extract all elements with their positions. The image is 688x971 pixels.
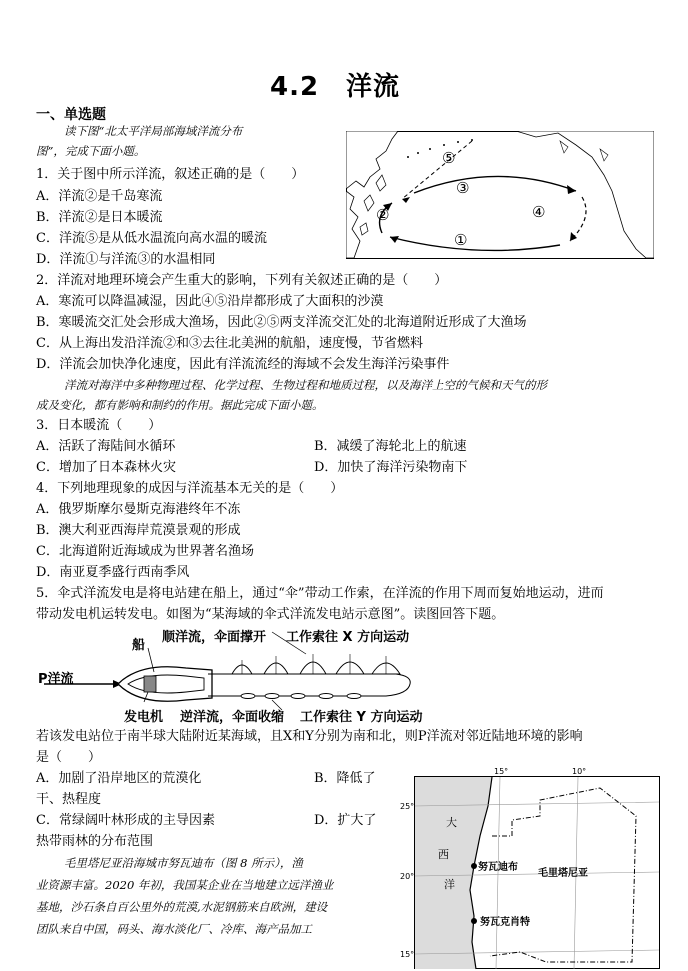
question-stem: 5．伞式洋流发电是将电站建在船上，通过“伞”带动工作索，在洋流的作用下周而复始地运动，进而 <box>36 586 604 601</box>
lon-label: 10° <box>572 767 587 776</box>
diagram-label: 逆洋流，伞面收缩 <box>180 710 285 725</box>
option: A．洋流②是千岛寒流 <box>36 189 163 204</box>
intro-line: 洋流对海洋中多种物理过程、化学过程、生物过程和地质过程，以及海洋上空的气候和天气的形 <box>64 378 547 392</box>
generator-box <box>144 676 156 692</box>
option: 干、热程度 <box>36 792 102 807</box>
current-label: P洋流 <box>38 672 74 687</box>
option: B．降低了 <box>314 771 376 786</box>
diagram-label: 工作索往 X 方向运动 <box>286 630 410 645</box>
current-label-1: ① <box>454 231 468 249</box>
passage-line: 团队来自中国，码头、海水淡化厂、冷库、海产品加工 <box>36 922 312 936</box>
option: D．洋流会加快净化速度，因此有洋流流经的海域不会发生海洋污染事件 <box>36 357 450 372</box>
passage-line: 毛里塔尼亚沿海城市努瓦迪布（图 8 所示），渔 <box>64 856 303 870</box>
north-pacific-current-map <box>346 131 654 259</box>
diagram-label: 顺洋流，伞面撑开 <box>162 630 267 645</box>
current-label-2: ② <box>376 206 390 224</box>
ocean-label: 洋 <box>444 878 455 891</box>
option: A．加剧了沿岸地区的荒漠化 <box>36 771 202 786</box>
diagram-label: 工作索往 Y 方向运动 <box>300 710 423 725</box>
question-stem: 3．日本暖流（ ） <box>36 418 162 433</box>
option: A．俄罗斯摩尔曼斯克海港终年不冻 <box>36 502 241 517</box>
option: C．北海道附近海域成为世界著名渔场 <box>36 544 254 559</box>
option: C．从上海出发沿洋流②和③去往北美洲的航船，速度慢，节省燃料 <box>36 336 423 351</box>
lat-label: 25° <box>400 802 415 811</box>
passage-line: 基地，沙石条自百公里外的荒漠,水泥钢筋来自欧洲，建设 <box>36 900 328 914</box>
lat-label: 15° <box>400 950 415 959</box>
option: 热带雨林的分布范围 <box>36 834 154 849</box>
option: D．洋流①与洋流③的水温相同 <box>36 252 216 267</box>
country-label: 毛里塔尼亚 <box>538 868 588 879</box>
current-label-4: ④ <box>532 203 546 221</box>
intro-line: 读下图“北太平洋局部海域洋流分布 <box>64 124 243 138</box>
option: C．洋流⑤是从低水温流向高水温的暖流 <box>36 231 267 246</box>
passage-line: 业资源丰富。2020 年初，我国某企业在当地建立远洋渔业 <box>36 878 334 892</box>
option: B．减缓了海轮北上的航速 <box>314 439 467 454</box>
question-stem: 4．下列地理现象的成因与洋流基本无关的是（ ） <box>36 481 344 496</box>
lat-label: 20° <box>400 872 415 881</box>
option: A．寒流可以降温减湿，因此④⑤沿岸都形成了大面积的沙漠 <box>36 294 384 309</box>
question-text: 若该发电站位于南半球大陆附近某海域，且X和Y分别为南和北，则P洋流对邻近陆地环境的影响 <box>36 729 583 744</box>
city-label: 努瓦迪布 <box>478 862 518 873</box>
lon-label: 15° <box>494 767 509 776</box>
current-label-5: ⑤ <box>442 149 456 167</box>
option: D．南亚夏季盛行西南季风 <box>36 565 190 580</box>
mauritania-map <box>400 766 662 970</box>
generator-label: 发电机 <box>124 710 164 725</box>
current-label-3: ③ <box>456 179 470 197</box>
option: B．洋流②是日本暖流 <box>36 210 163 225</box>
option: A．活跃了海陆间水循环 <box>36 439 176 454</box>
ocean-label: 大 <box>446 816 457 829</box>
page-title: 4.2 洋流 <box>270 72 401 102</box>
question-stem: 带动发电机运转发电。如图为“某海域的伞式洋流发电站示意图”。读图回答下题。 <box>36 607 505 622</box>
question-stem: 2．洋流对地理环境会产生重大的影响，下列有关叙述正确的是（ ） <box>36 273 448 288</box>
option: B．寒暖流交汇处会形成大渔场，因此②⑤两支洋流交汇处的北海道附近形成了大渔场 <box>36 315 527 330</box>
intro-line: 成及变化，都有影响和制约的作用。据此完成下面小题。 <box>36 398 324 412</box>
option: D．扩大了 <box>314 813 377 828</box>
city-label: 努瓦克肖特 <box>480 917 530 928</box>
intro-line: 图”，完成下面小题。 <box>36 144 146 158</box>
option: D．加快了海洋污染物南下 <box>314 460 468 475</box>
ship-label: 船 <box>132 638 146 653</box>
question-text: 是（ ） <box>36 750 102 765</box>
ocean-label: 西 <box>438 848 449 861</box>
section-heading: 一、单选题 <box>36 107 106 123</box>
option: C．增加了日本森林火灾 <box>36 460 176 475</box>
option: B．澳大利亚西海岸荒漠景观的形成 <box>36 523 241 538</box>
question-stem: 1．关于图中所示洋流，叙述正确的是（ ） <box>36 167 305 182</box>
option: C．常绿阔叶林形成的主导因素 <box>36 813 215 828</box>
